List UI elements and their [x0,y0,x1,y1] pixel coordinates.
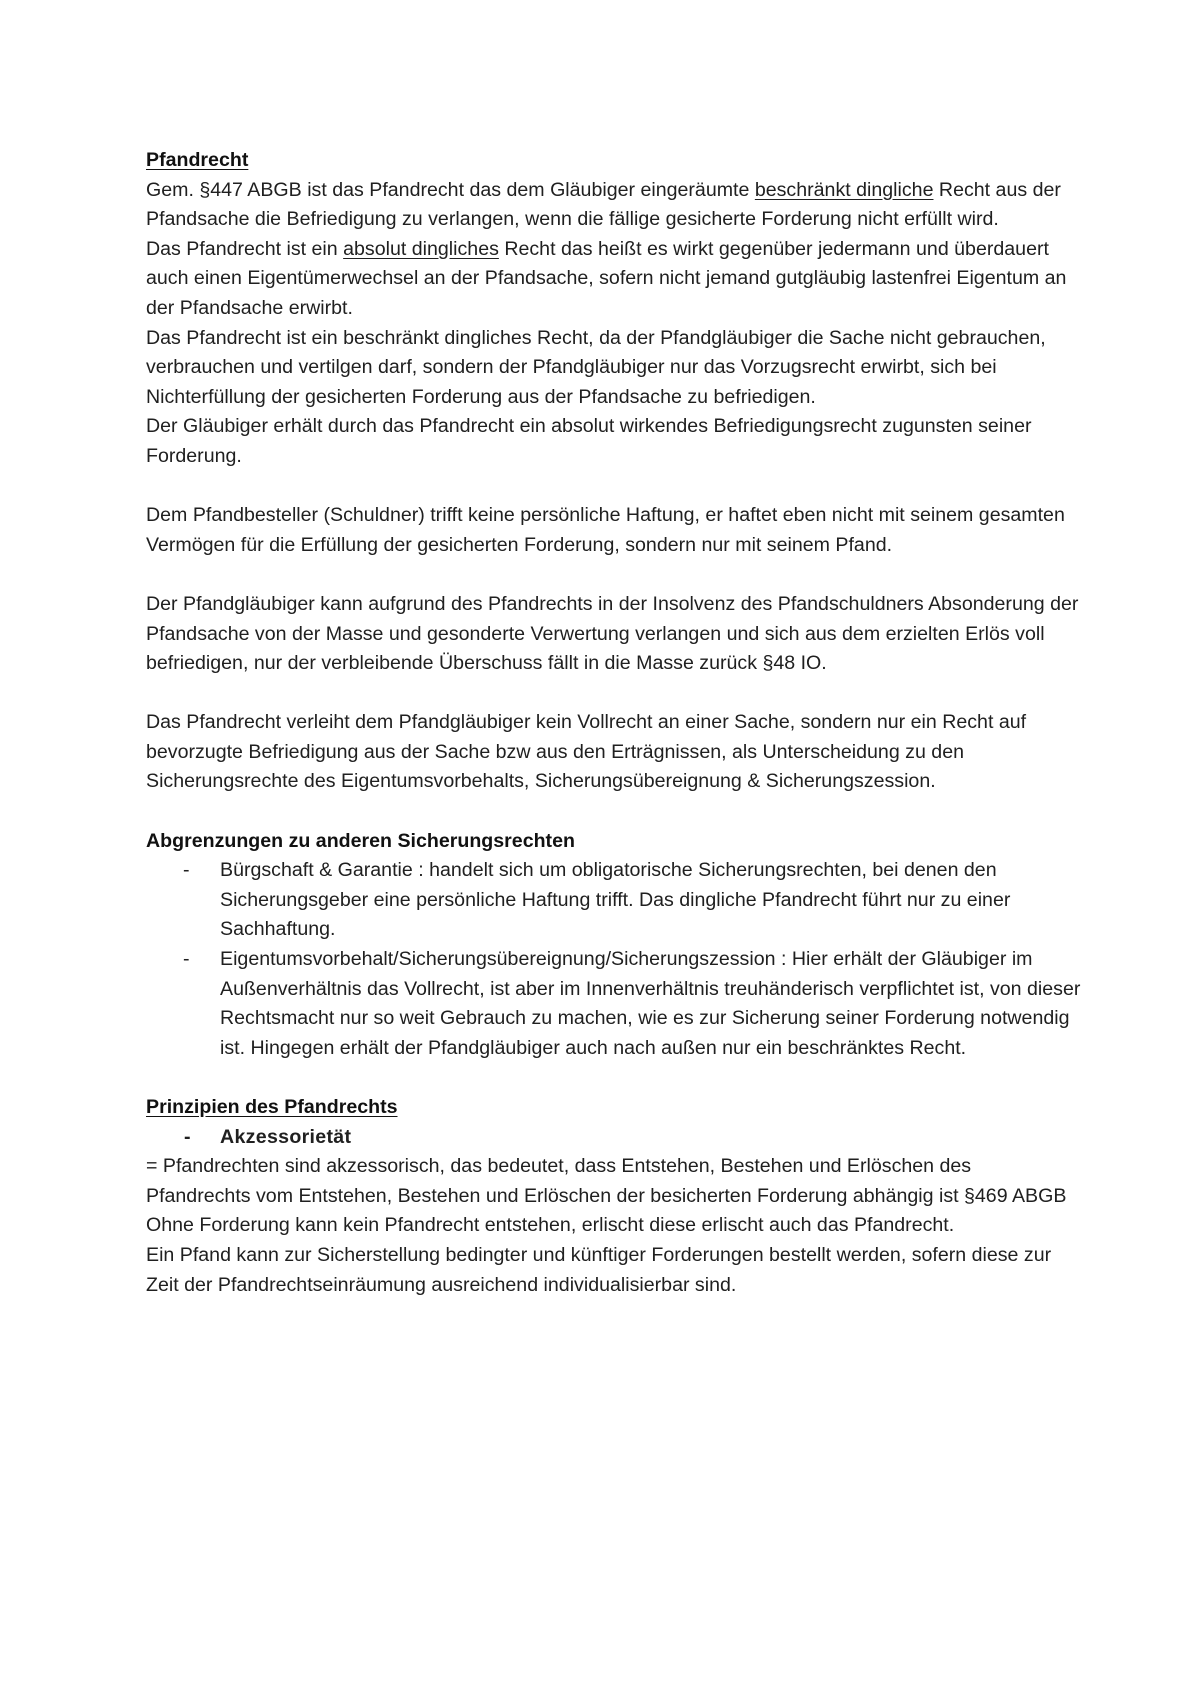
intro-paragraph-3: Das Pfandrecht ist ein beschränkt dingliches Recht, da der Pfandgläubiger die Sache nicht gebrauchen, verbrauchen und vertilgen darf, sondern der Pfandgläubiger nur das Vorzugsrecht erwirbt, sich bei Nichterfüllung der gesicherten Forderung aus der Pfandsache zu befriedigen. [146,326,1046,408]
intro-p2-text-before: Das Pfandrecht ist ein [146,237,344,260]
blank-line [146,679,1081,709]
bullet-dash: - [183,859,190,882]
intro-paragraph-1 [146,176,1081,235]
list-item [146,856,1081,945]
blank-line [146,797,1081,827]
paragraph-insolvenz: Der Pfandgläubiger kann aufgrund des Pfandrechts in der Insolvenz des Pfandschuldners Absonderung der Pfandsache von der Masse und gesonderte Verwertung verlangen und sich aus dem erzielten Erlös voll befriedigen, nur der verbleibende Überschuss fällt in die Masse zurück §48 IO. [146,592,1079,675]
document-page [146,146,1081,1300]
intro-paragraph-2 [146,235,1081,324]
akzessorietaet-subheading [146,1123,1081,1153]
blank-line [146,472,1081,502]
akzessorietaet-paragraph-1: = Pfandrechten sind akzessorisch, das bedeutet, dass Entstehen, Bestehen und Erlöschen des Pfandrechts vom Entstehen, Bestehen und Erlöschen der besicherten Forderung abhängig ist §469 ABGB [146,1155,1067,1207]
intro-p1-text-before: Gem. §447 ABGB ist das Pfandrecht das dem Gläubiger eingeräumte [146,178,755,201]
abgrenzung-heading: Abgrenzungen zu anderen Sicherungsrechten [146,829,575,852]
document-title: Pfandrecht [146,149,249,171]
akzessorietaet-paragraph-3: Ein Pfand kann zur Sicherstellung bedingter und künftiger Forderungen bestellt werden, sofern diese zur Zeit der Pfandrechtseinräumung ausreichend individualisierbar sind. [146,1243,1052,1296]
bullet-dash: - [184,1125,191,1148]
intro-p1-underlined-term: beschränkt dingliche [754,178,934,201]
akzessorietaet-paragraph-2: Ohne Forderung kann kein Pfandrecht entstehen, erlischt diese erlischt auch das Pfandrecht. [146,1214,955,1237]
subheading-text: Akzessorietät [220,1125,352,1148]
blank-line [146,560,1081,590]
bullet-dash: - [183,948,190,971]
paragraph-haftung: Dem Pfandbesteller (Schuldner) trifft keine persönliche Haftung, er haftet eben nicht mit seinem gesamten Vermögen für die Erfüllung der gesicherten Forderung, sondern nur mit seinem Pfand. [146,504,1065,556]
prinzipien-heading: Prinzipien des Pfandrechts [146,1096,398,1118]
intro-p1-text-after: Recht aus der Pfandsache die Befriedigung zu verlangen, wenn die fällige gesicherte Forderung nicht erfüllt wird. [146,178,1061,231]
intro-p2-underlined-term: absolut dingliches [343,237,499,260]
blank-line [146,1063,1081,1093]
abgrenzung-list [146,856,1081,1063]
intro-p2-text-after: Recht das heißt es wirkt gegenüber jedermann und überdauert auch einen Eigentümerwechsel an der Pfandsache, sofern nicht jemand gutgläubig lastenfrei Eigentum an der Pfandsache erwirbt. [146,237,1067,319]
list-item [146,945,1081,1063]
list-item-text: Eigentumsvorbehalt/Sicherungsübereignung/Sicherungszession : Hier erhält der Gläubiger im Außenverhältnis das Vollrecht, ist aber im Innenverhältnis treuhänderisch verpflichtet ist, von dieser Rechtsmacht nur so weit Gebrauch zu machen, wie es zur Sicherung seiner Forderung notwendig ist. Hingegen erhält der Pfandgläubiger auch nach außen nur ein beschränktes Recht. [220,948,1081,1059]
intro-paragraph-4: Der Gläubiger erhält durch das Pfandrecht ein absolut wirkendes Befriedigungsrecht zugunsten seiner Forderung. [146,415,1032,467]
paragraph-vollrecht: Das Pfandrecht verleiht dem Pfandgläubiger kein Vollrecht an einer Sache, sondern nur ein Recht auf bevorzugte Befriedigung aus der Sache bzw aus den Erträgnissen, als Unterscheidung zu den Sicherungsrechte des Eigentumsvorbehalts, Sicherungsübereignung & Sicherungszession. [146,711,1027,793]
list-item-text: Bürgschaft & Garantie : handelt sich um obligatorische Sicherungsrechten, bei denen den Sicherungsgeber eine persönliche Haftung trifft. Das dingliche Pfandrecht führt nur zu einer Sachhaftung. [220,859,1011,941]
